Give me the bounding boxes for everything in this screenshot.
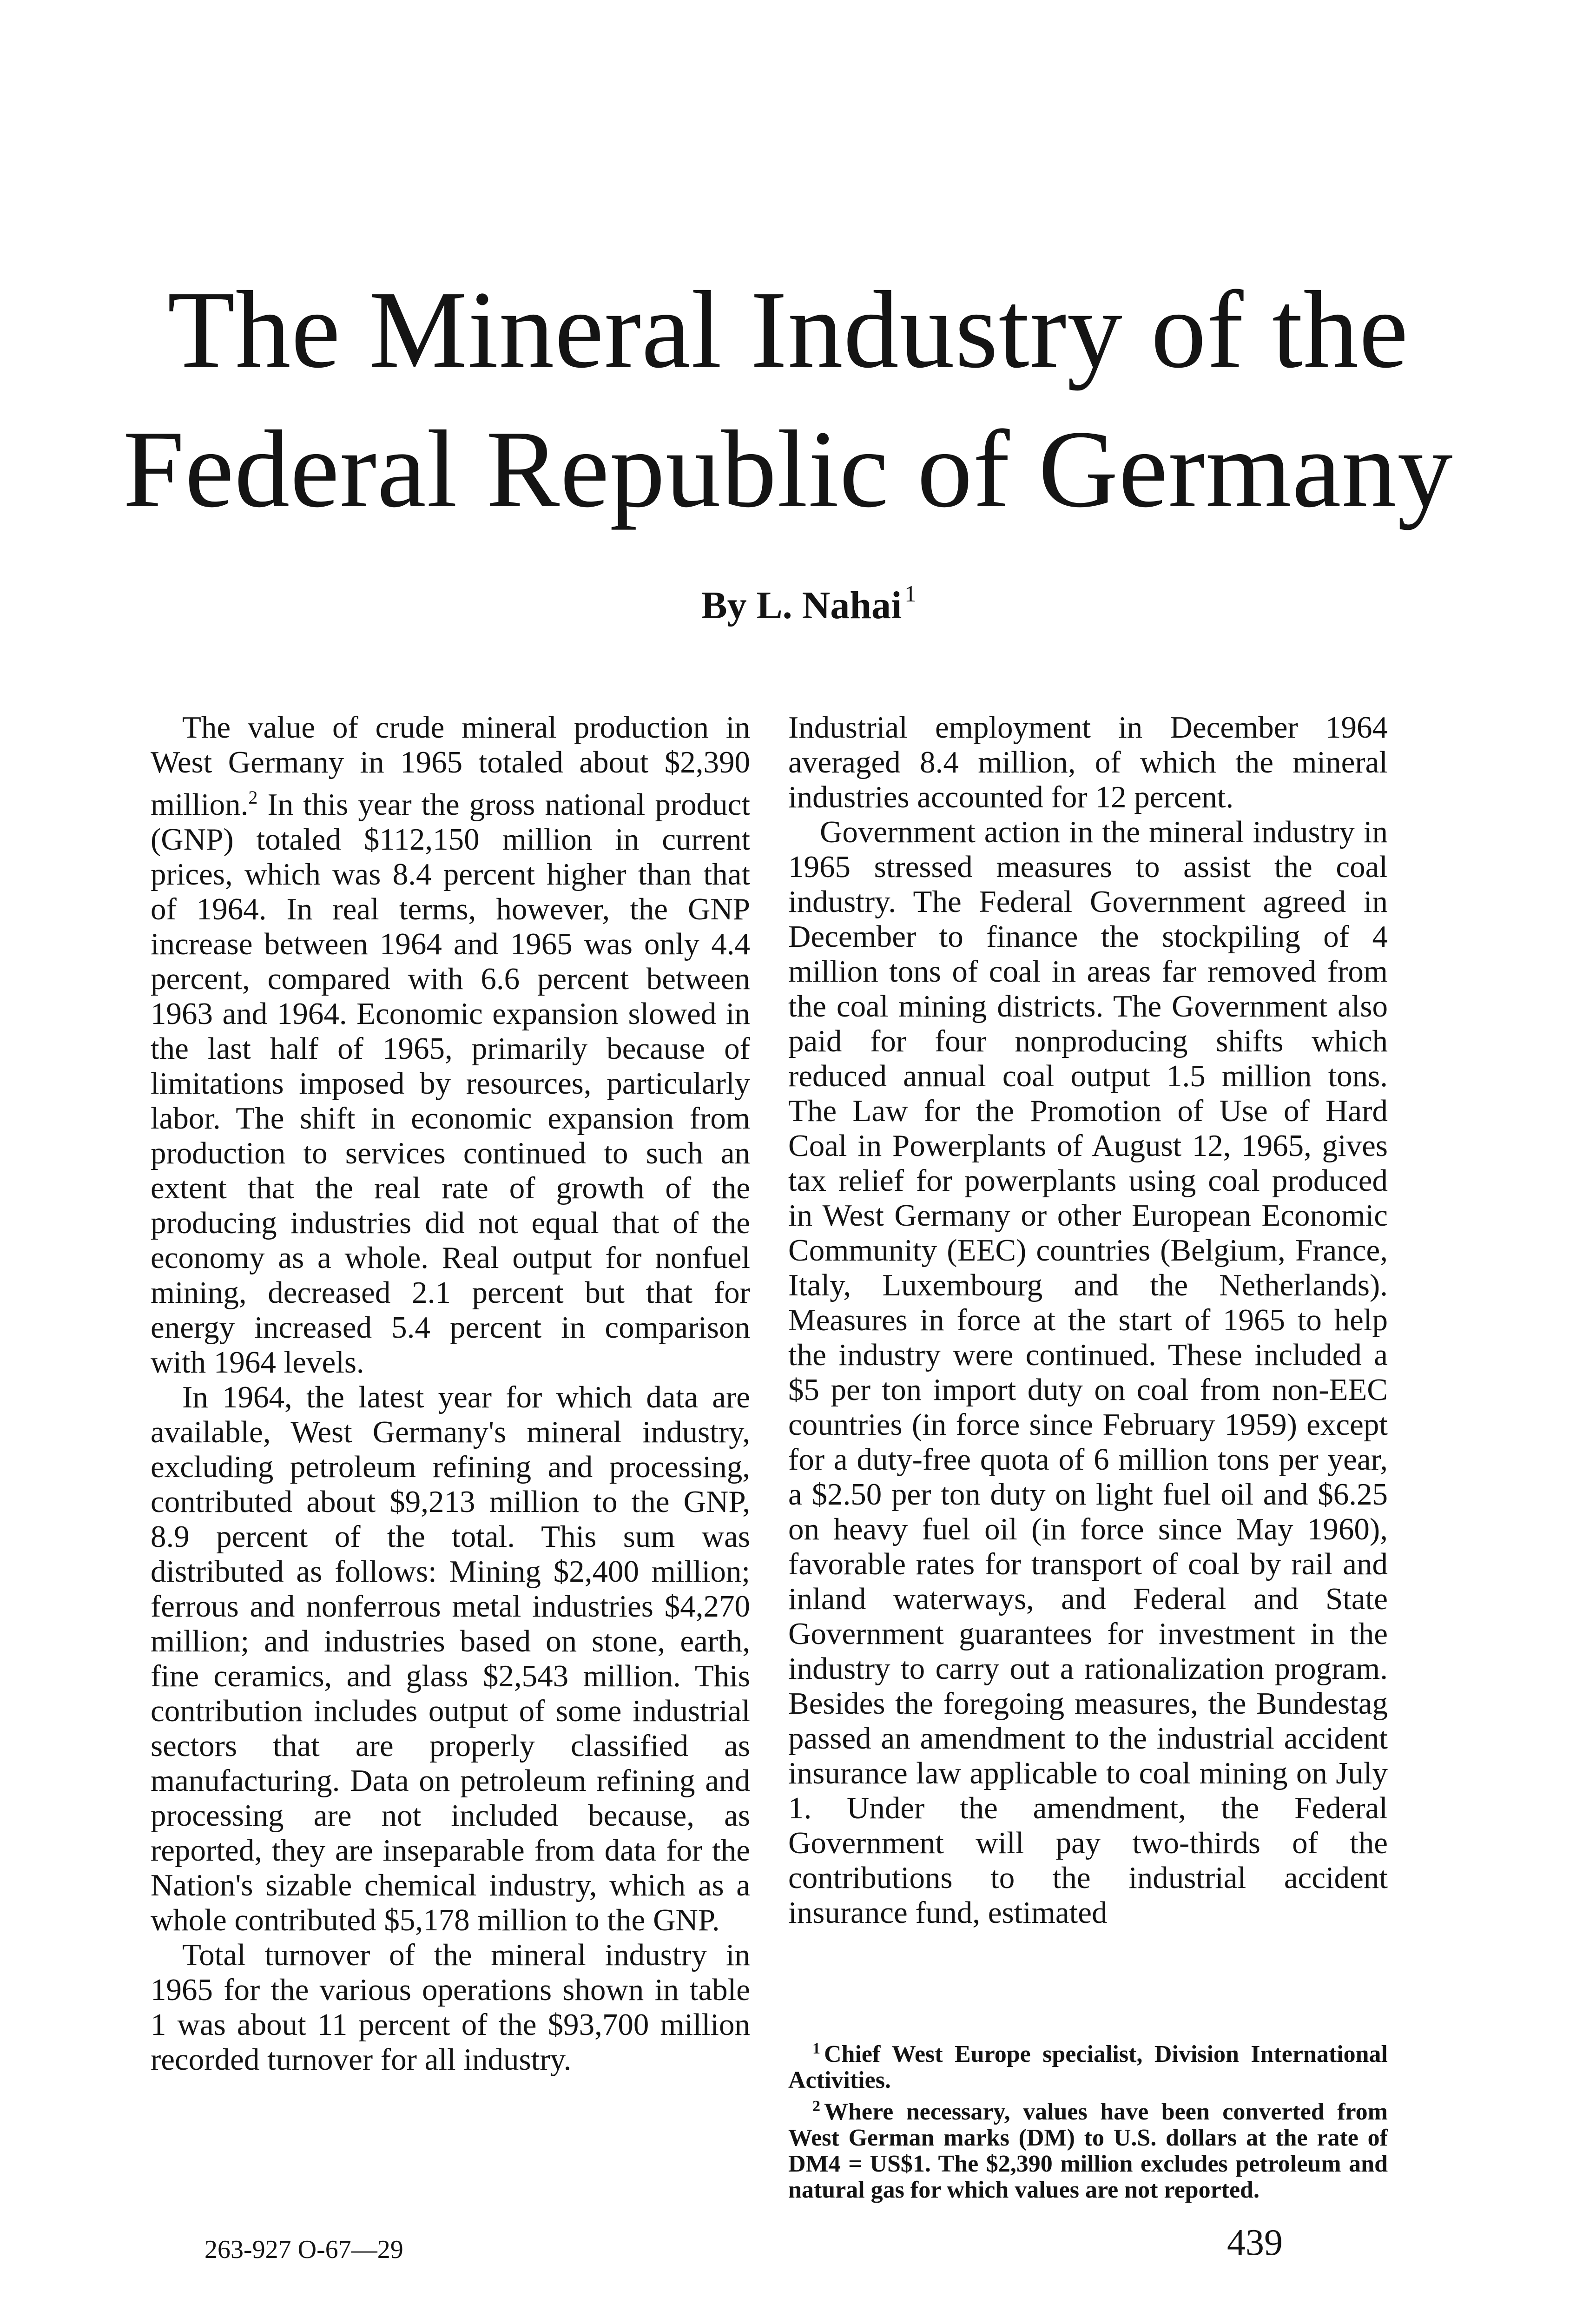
footnote-1-text: Chief West Europe specialist, Division International Activities. bbox=[788, 2041, 1388, 2093]
paragraph-1-part-a: The value of crude mineral production in West Germany in 1965 totaled about $2,390 million. bbox=[151, 710, 750, 822]
page-number: 439 bbox=[1227, 2222, 1283, 2263]
left-column bbox=[151, 710, 750, 2077]
footnote-2-text: Where necessary, values have been converted from West German marks (DM) to U.S. dollars at the rate of DM4 = US$1. The $2,390 million excludes petroleum and natural gas for which values are not reported. bbox=[788, 2099, 1388, 2203]
author-name: By L. Nahai bbox=[701, 584, 902, 627]
footnotes bbox=[788, 2036, 1388, 2203]
footnote-2-marker: 2 bbox=[812, 2098, 820, 2115]
footnote-2 bbox=[788, 2093, 1388, 2203]
paragraph-4: Industrial employment in December 1964 averaged 8.4 million, of which the mineral industries accounted for 12 percent. bbox=[788, 710, 1388, 814]
article-title bbox=[0, 260, 1576, 539]
title-line-2: Federal Republic of Germany bbox=[123, 408, 1453, 530]
paragraph-3: Total turnover of the mineral industry in 1965 for the various operations shown in table 1 was about 11 percent of the $93,700 million recorded turnover for all industry. bbox=[151, 1938, 750, 2077]
paragraph-5: Government action in the mineral industry in 1965 stressed measures to assist the coal industry. The Federal Government agreed in December to finance the stockpiling of 4 million tons of coal in areas far removed from the coal mining districts. The Government also paid for four nonproducing shifts which reduced annual coal output 1.5 million tons. The Law for the Promotion of Use of Hard Coal in Powerplants of August 12, 1965, gives tax relief for powerplants using coal produced in West Germany or other European Economic Community (EEC) countries (Belgium, France, Italy, Luxembourg and the Netherlands). Measures in force at the start of 1965 to help the industry were continued. These included a $5 per ton import duty on coal from non-EEC countries (in force since February 1959) except for a duty-free quota of 6 million tons per year, a $2.50 per ton duty on light fuel oil and $6.25 on heavy fuel oil (in force since May 1960), favorable rates for transport of coal by rail and inland waterways, and Federal and State Government guarantees for investment in the industry to carry out a rationalization program. Besides the foregoing measures, the Bundestag passed an amendment to the industrial accident insurance law applicable to coal mining on July 1. Under the amendment, the Federal Government will pay two-thirds of the contributions to the industrial accident insurance fund, estimated bbox=[788, 815, 1388, 1930]
print-code: 263-927 O-67—29 bbox=[204, 2235, 403, 2264]
footnote-marker-2: 2 bbox=[248, 787, 258, 808]
paragraph-2: In 1964, the latest year for which data are available, West Germany's mineral industry, excluding petroleum refining and processing, contributed about $9,213 million to the GNP, 8.9 percent of the total. This sum was distributed as follows: Mining $2,400 million; ferrous and nonferrous metal industries $4,270 million; and industries based on stone, earth, fine ceramics, and glass $2,543 million. This contribution includes output of some industrial sectors that are properly classified as manufacturing. Data on petroleum refining and processing are not included because, as reported, they are inseparable from data for the Nation's sizable chemical industry, which as a whole contributed $5,178 million to the GNP. bbox=[151, 1380, 750, 1937]
paragraph-1 bbox=[151, 710, 750, 1380]
byline bbox=[576, 568, 1041, 631]
footnote-1 bbox=[788, 2036, 1388, 2093]
title-line-1: The Mineral Industry of the bbox=[167, 269, 1409, 391]
right-column bbox=[788, 710, 1388, 1930]
paragraph-1-part-b: In this year the gross national product (GNP) totaled $112,150 million in current prices, which was 8.4 percent higher than that of 1964. In real terms, however, the GNP increase between 1964 and 1965 was only 4.4 percent, compared with 6.6 percent between 1963 and 1964. Economic expansion slowed in the last half of 1965, primarily because of limitations imposed by resources, particularly labor. The shift in economic expansion from production to services continued to such an extent that the real rate of growth of the producing industries did not equal that of the economy as a whole. Real output for nonfuel mining, decreased 2.1 percent but that for energy increased 5.4 percent in comparison with 1964 levels. bbox=[151, 787, 750, 1380]
footnote-1-marker: 1 bbox=[812, 2040, 820, 2057]
byline-footnote-marker: 1 bbox=[904, 581, 917, 607]
